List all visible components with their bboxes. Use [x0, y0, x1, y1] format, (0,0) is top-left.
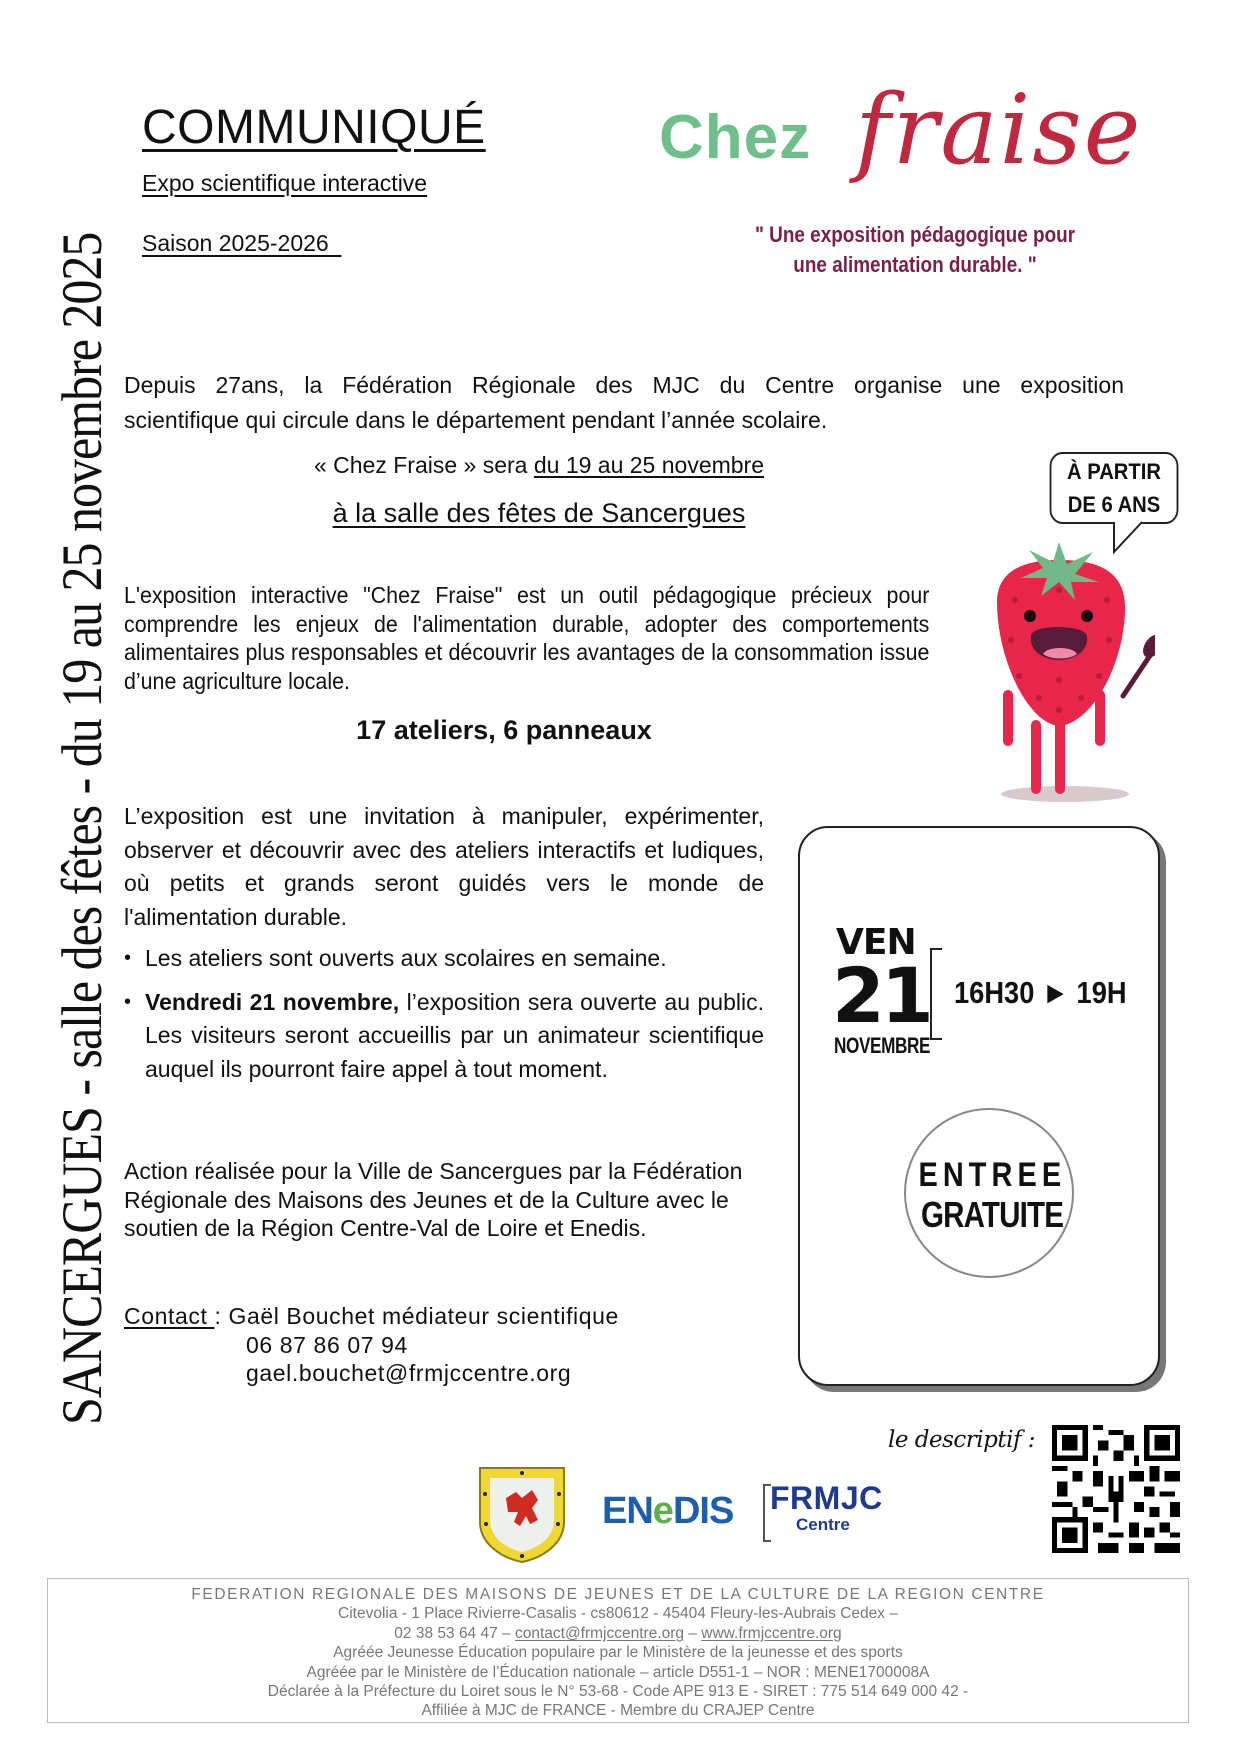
bullet-list [124, 942, 764, 1096]
footer-agreement-2: Agréée par le Ministère de l’Éducation nationale – article D551-1 – NOR : MENE1700008A [306, 1663, 930, 1681]
bubble-line-1: À PARTIR [1066, 459, 1162, 484]
invitation-paragraph: L’exposition est une invitation à manipuler, expérimenter, observer et découvrir avec des ateliers interactifs et ludiques, où petits et grands seront guidés vers le monde de l'alimentation durable. [124, 803, 764, 930]
action-paragraph: Action réalisée pour la Ville de Sancergues par la Fédération Régionale des Maisons des Jeunes et de la Culture avec le soutien de la Région Centre-Val de Loire et Enedis. [124, 1158, 743, 1241]
logo-fraise-text: fraise [855, 74, 1143, 186]
footer-address: Citevolia - 1 Place Rivierre-Casalis - cs80612 - 45404 Fleury-les-Aubrais Cedex – [338, 1605, 898, 1623]
contact-name: : Gaël Bouchet médiateur scientifique [214, 1303, 619, 1329]
qr-code-icon[interactable] [1052, 1425, 1180, 1553]
tagline-line-2: une alimentation durable. " [793, 252, 1037, 277]
dates-line [124, 452, 954, 479]
frmjc-logo: FRMJC [770, 1480, 883, 1516]
frmjc-logo-subtitle: Centre [796, 1515, 850, 1534]
card-day-number: 21 [832, 951, 930, 1040]
free-entry-line-2: GRATUITE [920, 1194, 1064, 1235]
footer-affiliation: Affiliée à MJC de FRANCE - Membre du CRAJEP Centre [421, 1702, 815, 1720]
card-hours: 16H30 ► 19H [954, 975, 1127, 1010]
free-entry-line-1: ENTREE [918, 1156, 1067, 1194]
footer-email-link[interactable]: contact@frmjccentre.org [514, 1624, 685, 1642]
bubble-line-2: DE 6 ANS [1067, 492, 1161, 517]
season: Saison 2025-2026 [142, 230, 342, 256]
venue: à la salle des fêtes de Sancergues [332, 498, 746, 528]
card-month: NOVEMBRE [834, 1033, 931, 1058]
contact-label: Contact [124, 1303, 215, 1329]
vertical-event-banner: SANCERGUES - salle des fêtes - du 19 au 25 novembre 2025 [49, 232, 114, 1425]
contact-phone: 06 87 86 07 94 [246, 1331, 408, 1358]
dates-range: du 19 au 25 novembre [533, 452, 765, 478]
contact-email[interactable]: gael.bouchet@frmjccentre.org [246, 1360, 572, 1386]
bullet-item: • Les ateliers sont ouverts aux scolaires en semaine. [124, 942, 764, 976]
sancergues-coat-of-arms-icon [476, 1464, 568, 1564]
tagline [739, 220, 1092, 280]
footer-org-name: FEDERATION REGIONALE DES MAISONS DE JEUNES ET DE LA CULTURE DE LA REGION CENTRE [191, 1586, 1045, 1603]
intro-line-1: Depuis 27ans, la Fédération Régionale des MJC du Centre organise une exposition [124, 372, 1124, 398]
description-paragraph: L'exposition interactive "Chez Fraise" est un outil pédagogique précieux pour comprendre les enjeux de l'alimentation durable, adopter des comportements alimentaires plus responsables et découvrir les avantages de la consommation issue d’une agriculture locale. [124, 582, 930, 694]
page-title: COMMUNIQUÉ [142, 101, 486, 154]
free-entry-badge [904, 1108, 1074, 1278]
chez-fraise-logo [655, 74, 1155, 220]
footer-phone: 02 38 53 64 47 – [394, 1624, 515, 1642]
subtitle: Expo scientifique interactive [142, 170, 428, 196]
intro-line-2: scientifique qui circule dans le département pendant l’année scolaire. [124, 407, 828, 433]
footer-registration: Déclarée à la Préfecture du Loiret sous le N° 53-68 - Code APE 913 E - SIRET : 775 514 649 000 42 - [267, 1683, 969, 1701]
ateliers-count: 17 ateliers, 6 panneaux [356, 715, 652, 745]
footer-contact-line: 02 38 53 64 47 – contact@frmjccentre.org – www.frmjccentre.org [394, 1624, 842, 1642]
strawberry-mascot-icon [975, 530, 1155, 810]
footer-agreement-1: Agréée Jeunesse Éducation populaire par le Ministère de la jeunesse et des sports [333, 1644, 903, 1662]
footer [47, 1578, 1189, 1723]
age-speech-bubble [1050, 452, 1179, 524]
logo-chez-text: Chez [659, 103, 812, 172]
enedis-logo: ENeDIS [602, 1490, 734, 1532]
footer-website-link[interactable]: www.frmjccentre.org [701, 1624, 842, 1642]
card-day: VEN [836, 922, 916, 963]
bracket-divider [930, 948, 942, 1040]
bullet-item: • Vendredi 21 novembre, l’exposition sera ouverte au public. Les visiteurs seront accueillis par un animateur scientifique auquel ils pourront faire appel à tout moment. [124, 986, 764, 1087]
contact-block [124, 1302, 804, 1388]
intro-paragraph [124, 368, 1124, 438]
event-info-card [798, 826, 1160, 1386]
dates-prefix: « Chez Fraise » sera [313, 452, 534, 478]
descriptif-label: le descriptif : [888, 1427, 1036, 1453]
tagline-line-1: " Une exposition pédagogique pour [754, 222, 1076, 247]
